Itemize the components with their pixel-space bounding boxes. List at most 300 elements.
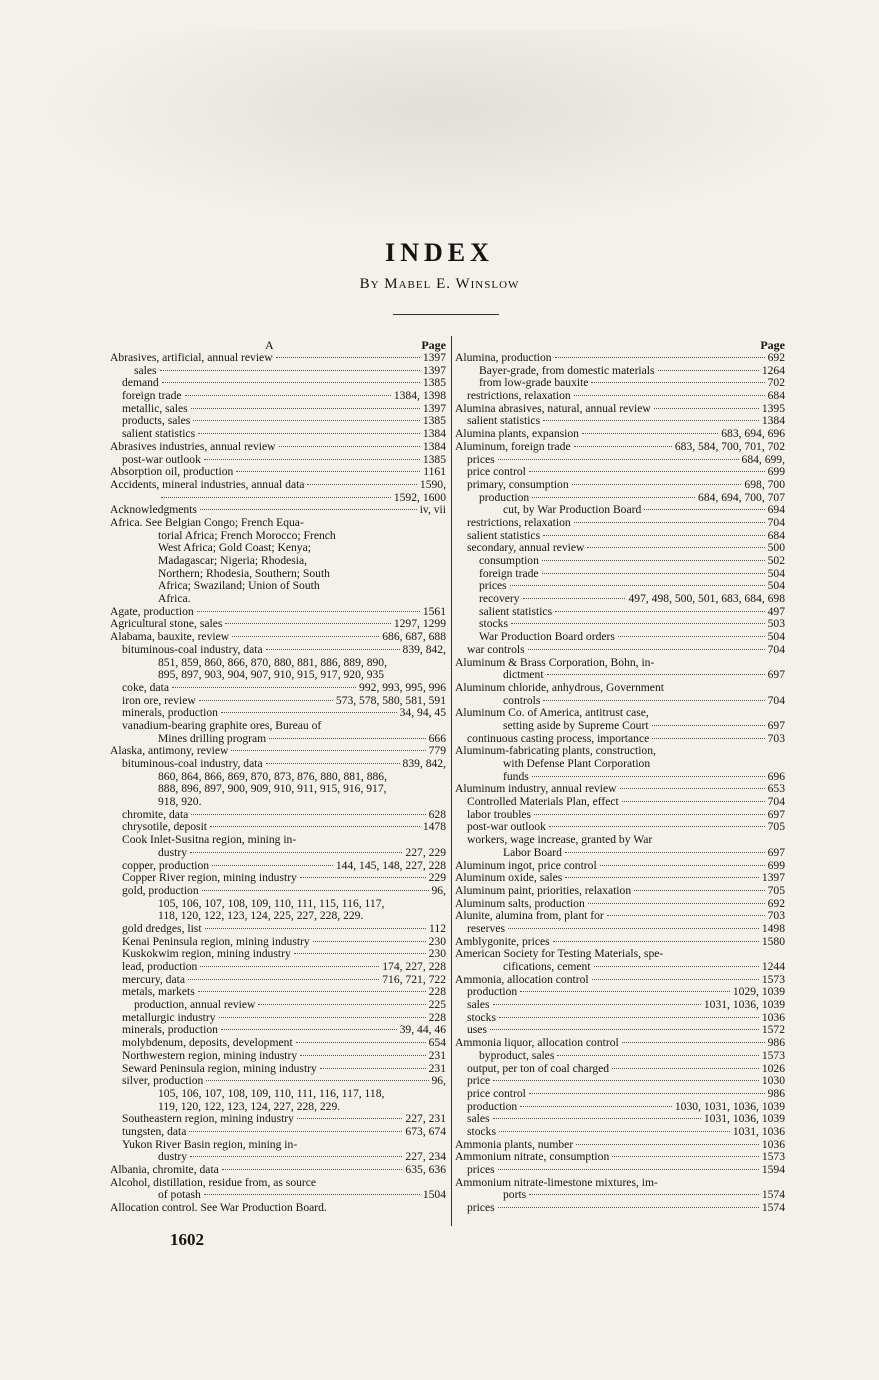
entry-text: minerals, production [122,1023,218,1037]
entry-text: funds [503,769,529,783]
index-entry [110,872,446,885]
entry-page-ref: 1036 [761,1137,785,1151]
entry-text: Acknowledgments [110,503,197,517]
entry-text: byproduct, sales [479,1048,555,1062]
entry-text: Aluminum chloride, anhydrous, Government [455,680,664,694]
entry-text: metallic, sales [122,401,188,415]
entry-page-ref: 702 [767,376,785,390]
entry-text: cut, by War Production Board [503,503,642,517]
page-title: INDEX [385,238,494,267]
index-column-left [110,338,446,1215]
dot-leader [644,509,764,510]
dot-leader [236,471,420,472]
index-entry [110,961,446,974]
entry-text: Alumina plants, expansion [455,427,579,441]
entry-page-ref: 500 [767,541,785,555]
page-column-label: Page [760,338,785,352]
index-entry [455,758,785,771]
entry-page-ref: 497, 498, 500, 501, 683, 684, 698 [628,592,785,606]
dot-leader [532,776,765,777]
entry-text: workers, wage increase, granted by War [467,833,653,847]
entry-text: consumption [479,554,539,567]
dot-leader [658,370,759,371]
index-entry [110,1037,446,1050]
index-entry [110,720,446,733]
dot-leader [529,1093,765,1094]
entry-page-ref: 230 [428,947,446,961]
entry-text: Africa; Swaziland; Union of South [158,579,320,593]
entry-text: output, per ton of coal charged [467,1061,610,1075]
index-entry [455,834,785,847]
index-column-right [455,338,785,1215]
entry-text: Accidents, mineral industries, annual data [110,477,305,491]
index-entry [110,644,446,657]
entry-page-ref: 573, 578, 580, 581, 591 [335,693,446,707]
dot-leader [161,497,391,498]
dot-leader [652,725,765,726]
entry-page-ref: 1397 [761,871,785,885]
entry-text: Ammonium nitrate-limestone mixtures, im- [455,1175,658,1189]
dot-leader [510,585,765,586]
entry-text: primary, consumption [467,477,569,491]
dot-leader [574,446,672,447]
dot-leader [191,814,425,815]
entry-text: 118, 120, 122, 123, 124, 225, 227, 228, 229. [158,909,364,923]
entry-text: molybdenum, deposits, development [122,1036,293,1050]
entry-text: Ammonia, allocation control [455,972,589,986]
entry-page-ref: 227, 231 [405,1112,446,1126]
dot-leader [197,611,420,612]
entry-page-ref: 1384 [761,414,785,428]
entry-page-ref: 1026 [761,1061,785,1075]
index-entry [110,352,446,365]
column-header [110,338,446,352]
entry-text: Seward Peninsula region, mining industry [122,1061,317,1075]
index-entry [110,1202,446,1215]
entry-text: torial Africa; French Morocco; French [158,528,336,542]
index-entry [455,1012,785,1025]
entry-text: iron ore, review [122,693,196,707]
entry-list [110,352,446,1215]
entry-text: salient statistics [467,528,541,542]
index-entry [110,758,446,771]
index-entry [455,669,785,682]
entry-text: gold dredges, list [122,921,202,935]
index-entry [455,352,785,365]
index-entry [110,1088,446,1101]
dot-leader [499,1017,759,1018]
dot-leader [520,991,730,992]
dot-leader [592,979,759,980]
dot-leader [574,522,765,523]
author-byline: By Mabel E. Winslow [359,276,520,292]
entry-page-ref: 1573 [761,1150,785,1164]
dot-leader [297,1118,402,1119]
entry-page-ref: 683, 584, 700, 701, 702 [674,439,785,453]
entry-text: prices [467,1201,495,1215]
entry-text: restrictions, relaxation [467,389,571,403]
index-entry [110,834,446,847]
entry-text: production [467,985,518,999]
index-entry [455,555,785,568]
index-entry [110,923,446,936]
entry-page-ref: 1385 [422,376,446,390]
entry-text: uses [467,1023,487,1037]
dot-leader [620,788,765,789]
entry-text: with Defense Plant Corporation [503,757,651,770]
index-entry [455,1037,785,1050]
entry-page-ref: 228 [428,985,446,999]
dot-leader [490,1029,759,1030]
dot-leader [508,928,759,929]
dot-leader [221,1029,397,1030]
entry-text: Alcohol, distillation, residue from, as source [110,1175,317,1189]
index-entry [455,1202,785,1215]
entry-text: Mines drilling program [158,731,267,745]
index-entry [110,441,446,454]
entry-page-ref: 1580 [761,934,785,948]
entry-page-ref: 229 [428,871,446,885]
entry-page-ref: 1574 [761,1201,785,1215]
index-entry [110,479,446,492]
entry-page-ref: 839, 842, [402,757,446,770]
entry-page-ref: 504 [767,630,785,644]
entry-text: bituminous-coal industry, data [122,757,263,770]
entry-text: coke, data [122,680,169,694]
entry-page-ref: 654 [428,1036,446,1050]
index-entry [455,593,785,606]
entry-text: Agate, production [110,604,194,618]
entry-page-ref: 696 [767,769,785,783]
entry-page-ref: 1592, 1600 [393,490,446,504]
bleed-through-shadow [40,30,840,230]
dot-leader [542,573,765,574]
dot-leader [565,852,765,853]
entry-page-ref: 694 [767,503,785,517]
entry-page-ref: 96, [431,883,446,897]
index-entry [110,390,446,403]
dot-leader [612,1156,759,1157]
entry-page-ref: 703 [767,731,785,745]
entry-text: Bayer-grade, from domestic materials [479,363,655,377]
index-entry [455,428,785,441]
dot-leader [231,750,425,751]
dot-leader [498,459,739,460]
index-entry [110,631,446,644]
entry-text: Madagascar; Nigeria; Rhodesia, [158,554,308,567]
index-entry [455,999,785,1012]
entry-text: from low-grade bauxite [479,376,589,390]
entry-page-ref: 628 [428,807,446,821]
entry-page-ref: 986 [767,1036,785,1050]
entry-text: metals, markets [122,985,195,999]
entry-text: continuous casting process, importance [467,731,650,745]
index-entry [455,1189,785,1202]
entry-text: Aluminum ingot, price control [455,858,597,872]
entry-page-ref: 1498 [761,921,785,935]
dot-leader [542,560,765,561]
entry-text: Africa. [158,592,191,606]
entry-text: vanadium-bearing graphite ores, Bureau of [122,718,322,732]
entry-text: dustry [158,845,187,859]
dot-leader [185,395,391,396]
dot-leader [204,1194,420,1195]
entry-page-ref: 683, 694, 696 [721,427,785,441]
entry-text: copper, production [122,858,210,872]
dot-leader [499,1131,730,1132]
dot-leader [276,357,420,358]
dot-leader [222,1169,403,1170]
dot-leader [199,700,333,701]
dot-leader [190,852,402,853]
entry-page-ref: 692 [767,351,785,364]
dot-leader [232,636,379,637]
entry-text: Africa. See Belgian Congo; French Equa- [110,515,304,529]
entry-page-ref: 1036 [761,1010,785,1024]
dot-leader [634,890,764,891]
entry-text: foreign trade [479,566,539,580]
entry-text: production, annual review [134,998,256,1012]
entry-text: Southeastern region, mining industry [122,1112,294,1126]
entry-page-ref: 227, 229 [405,845,446,859]
entry-text: gold, production [122,883,199,897]
entry-text: chromite, data [122,807,189,821]
entry-text: products, sales [122,414,191,428]
entry-page-ref: 504 [767,579,785,593]
dot-leader [612,1068,759,1069]
entry-text: Abrasives industries, annual review [110,439,276,453]
entry-text: 119, 120, 122, 123, 124, 227, 228, 229. [158,1099,341,1113]
dot-leader [206,1080,428,1081]
entry-text: Alumina abrasives, natural, annual review [455,401,651,415]
index-entry [110,1126,446,1139]
dot-leader [294,953,426,954]
entry-page-ref: 1161 [423,465,446,479]
page-column-label: Page [421,338,446,352]
entry-text: Aluminum, foreign trade [455,439,571,453]
index-entry [110,669,446,682]
entry-text: minerals, production [122,706,218,720]
entry-text: Aluminum salts, production [455,896,585,910]
entry-text: bituminous-coal industry, data [122,642,263,656]
dot-leader [532,497,695,498]
index-entry [455,1164,785,1177]
entry-text: sales [467,998,490,1012]
index-entry [455,847,785,860]
index-entry [455,720,785,733]
dot-leader [189,1131,402,1132]
entry-text: 105, 106, 107, 108, 109, 110, 111, 115, 116, 117, [158,896,385,910]
entry-page-ref: 503 [767,617,785,631]
entry-text: cifications, cement [503,960,591,973]
entry-text: Northwestern region, mining industry [122,1048,298,1062]
entry-text: of potash [158,1188,201,1202]
index-entry [455,441,785,454]
dot-leader [162,382,420,383]
dot-leader [210,826,420,827]
entry-text: 888, 896, 897, 900, 909, 910, 911, 915, 916, 917, [158,782,387,796]
dot-leader [600,865,765,866]
entry-page-ref: 1478 [422,820,446,834]
index-entry [110,796,446,809]
entry-text: chrysotile, deposit [122,820,208,834]
column-divider [451,336,452,1226]
entry-text: Yukon River Basin region, mining in- [122,1137,298,1151]
entry-text: stocks [467,1010,496,1024]
dot-leader [493,1118,701,1119]
entry-text: West Africa; Gold Coast; Kenya; [158,541,311,555]
entry-page-ref: 1397 [422,363,446,377]
dot-leader [279,446,420,447]
entry-page-ref: 231 [428,1048,446,1062]
entry-page-ref: 230 [428,934,446,948]
dot-leader [188,979,379,980]
entry-text: sales [467,1112,490,1126]
entry-page-ref: 1573 [761,972,785,986]
dot-leader [574,395,765,396]
dot-leader [320,1068,426,1069]
dot-leader [300,1055,425,1056]
index-entry [455,961,785,974]
dot-leader [313,941,426,942]
dot-leader [588,903,765,904]
entry-page-ref: 698, 700 [744,477,785,491]
entry-page-ref: 1573 [761,1048,785,1062]
index-entry [455,631,785,644]
entry-text: Copper River region, mining industry [122,871,297,885]
dot-leader [622,801,765,802]
dot-leader [520,1106,672,1107]
dot-leader [587,547,764,548]
index-entry [455,479,785,492]
entry-text: reserves [467,921,505,935]
entry-text: price [467,1074,491,1088]
entry-page-ref: 1574 [761,1188,785,1202]
entry-page-ref: 673, 674 [405,1124,446,1138]
entry-text: prices [479,579,507,593]
dot-leader [172,687,356,688]
entry-text: restrictions, relaxation [467,515,571,529]
index-entry [455,923,785,936]
entry-text: secondary, annual review [467,541,585,555]
entry-text: silver, production [122,1074,204,1088]
index-entry [455,1075,785,1088]
entry-page-ref: 231 [428,1061,446,1075]
title-rule [393,314,499,315]
entry-page-ref: 1385 [422,452,446,466]
column-header [455,338,785,352]
index-entry [455,682,785,695]
entry-list [455,352,785,1215]
entry-page-ref: 1561 [422,604,446,618]
entry-text: price control [467,1086,526,1100]
entry-text: Labor Board [503,845,562,859]
dot-leader [498,1169,759,1170]
entry-page-ref: 227, 234 [405,1150,446,1164]
dot-leader [591,382,764,383]
dot-leader [543,700,764,701]
dot-leader [493,1004,701,1005]
dot-leader [307,484,416,485]
dot-leader [652,738,764,739]
entry-page-ref: 1297, 1299 [393,617,446,631]
index-entry [110,1164,446,1177]
entry-text: mercury, data [122,972,185,986]
dot-leader [565,877,759,878]
entry-text: salient statistics [122,427,196,441]
entry-text: 860, 864, 866, 869, 870, 873, 876, 880, 881, 886, [158,769,387,783]
index-entry [110,555,446,568]
entry-page-ref: 699 [767,465,785,479]
entry-page-ref: 992, 993, 995, 996 [359,680,446,694]
index-entry [110,847,446,860]
entry-text: labor troubles [467,807,532,821]
index-entry [455,466,785,479]
entry-page-ref: 1264 [761,363,785,377]
dot-leader [296,1042,426,1043]
entry-text: controls [503,693,541,707]
entry-page-ref: 779 [428,744,446,758]
page-number: 1602 [170,1230,204,1249]
entry-text: Controlled Materials Plan, effect [467,795,619,809]
entry-text: metallurgic industry [122,1010,216,1024]
dot-leader [572,484,742,485]
dot-leader [543,535,765,536]
dot-leader [498,1207,759,1208]
dot-leader [555,611,765,612]
index-entry [455,885,785,898]
entry-text: 895, 897, 903, 904, 907, 910, 915, 917, 920, 935 [158,668,385,682]
dot-leader [654,408,759,409]
dot-leader [534,814,765,815]
entry-text: Ammonia plants, number [455,1137,574,1151]
index-entry [110,517,446,530]
entry-text: War Production Board orders [479,630,615,644]
entry-text: Amblygonite, prices [455,934,550,948]
entry-page-ref: 497 [767,604,785,618]
entry-text: 918, 920. [158,795,202,809]
dot-leader [202,890,429,891]
entry-page-ref: 1031, 1036 [732,1124,785,1138]
entry-text: Aluminum paint, priorities, relaxation [455,883,632,897]
dot-leader [198,991,426,992]
entry-text: Absorption oil, production [110,465,234,479]
entry-page-ref: 1590, [419,477,446,491]
entry-page-ref: 1594 [761,1163,785,1176]
entry-page-ref: 986 [767,1086,785,1100]
dot-leader [205,928,426,929]
entry-text: Alumina, production [455,351,552,364]
dot-leader [529,471,765,472]
dot-leader [528,649,765,650]
entry-text: dustry [158,1150,187,1164]
entry-text: Aluminum industry, annual review [455,782,617,796]
entry-page-ref: 704 [767,515,785,529]
entry-text: Kenai Peninsula region, mining industry [122,934,310,948]
entry-page-ref: 228 [428,1010,446,1024]
entry-page-ref: 653 [767,782,785,796]
dot-leader [191,408,420,409]
index-entry [455,517,785,530]
dot-leader [523,598,626,599]
index-entry [110,593,446,606]
entry-page-ref: 1384 [422,439,446,453]
dot-leader [547,674,765,675]
entry-page-ref: 704 [767,693,785,707]
index-entry [110,885,446,898]
dot-leader [622,1042,765,1043]
dot-leader [607,915,765,916]
